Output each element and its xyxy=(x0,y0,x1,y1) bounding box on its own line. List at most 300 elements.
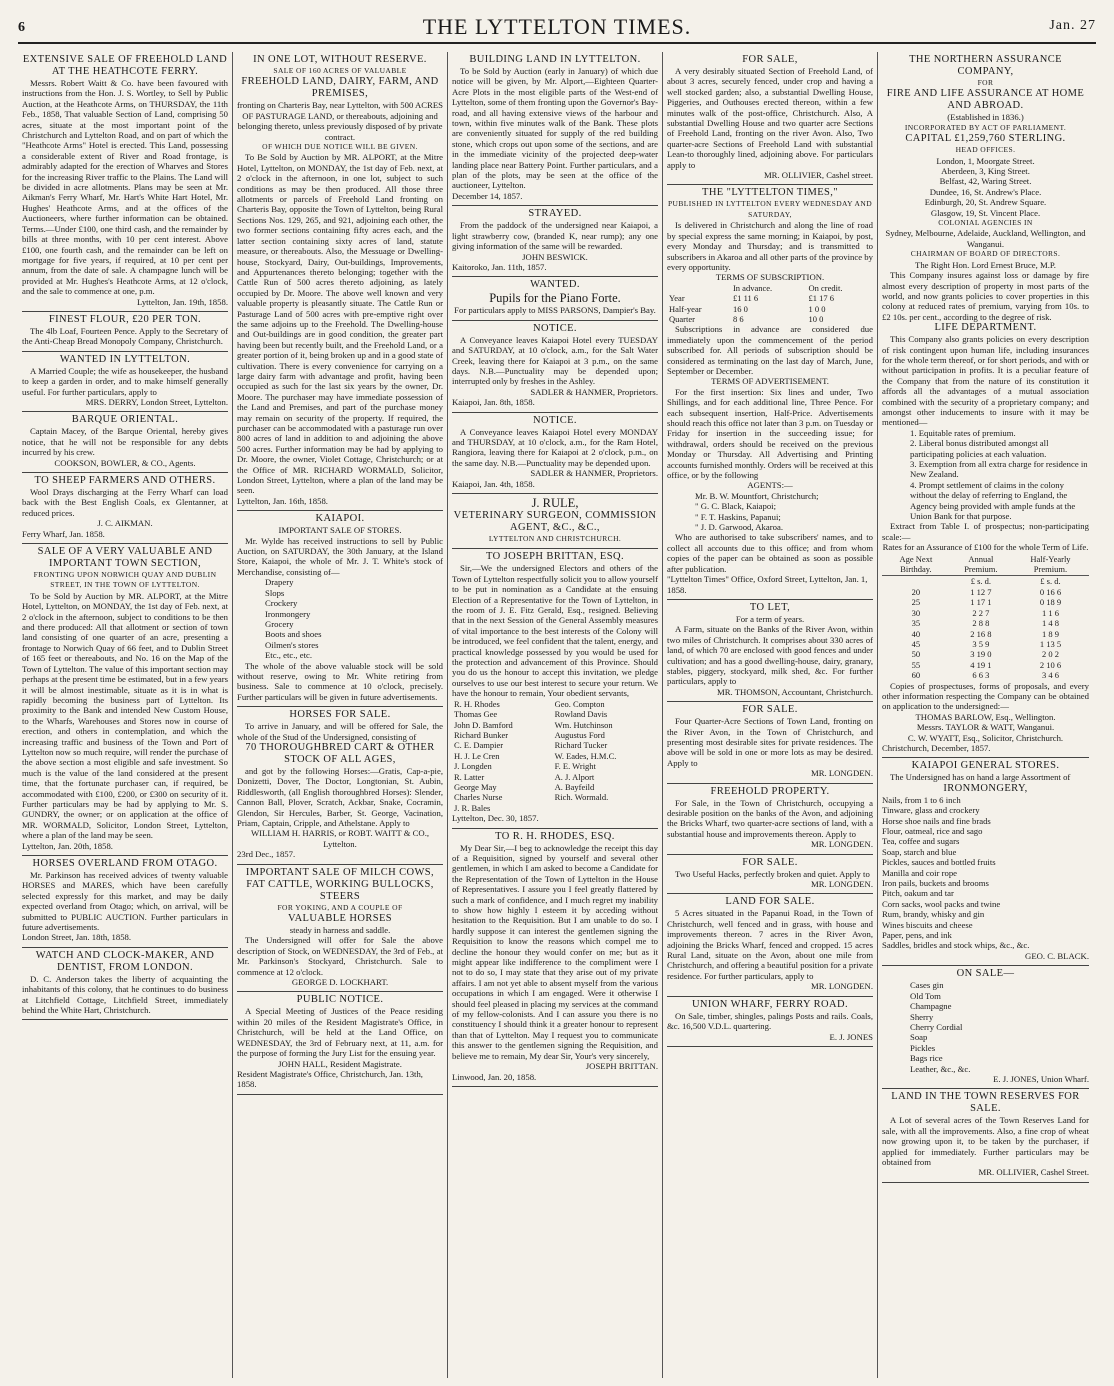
table-row xyxy=(452,772,658,782)
table-row xyxy=(882,597,1089,607)
table-cell: 50 xyxy=(911,649,921,660)
advertisement xyxy=(452,52,658,206)
table-cell: F. E. Wright xyxy=(554,761,596,772)
table-cell: Thomas Gee xyxy=(454,709,498,720)
advertisement xyxy=(237,511,443,707)
table-row xyxy=(452,730,658,740)
ad-date: Resident Magistrate's Office, Christchurch, Jan. 13th, 1858. xyxy=(237,1068,423,1090)
table-cell: J. Longden xyxy=(454,761,492,772)
list-item: Tinware, glass and crockery xyxy=(882,805,980,816)
ad-subheading: Rates for an Assurance of £100 for the whole Term of Life. xyxy=(882,542,1089,553)
advertisement xyxy=(882,52,1089,758)
newspaper-title: THE LYTTELTON TIMES. xyxy=(422,14,692,39)
ad-signature: JOHN HALL, Resident Magistrate. xyxy=(278,1058,402,1069)
table-cell: 2 8 8 xyxy=(972,618,990,629)
ad-signature: MR. LONGDEN. xyxy=(810,981,873,992)
columns xyxy=(18,52,1096,1378)
table-cell xyxy=(667,283,731,293)
table-cell: 6 6 3 xyxy=(972,670,990,681)
ad-heading: TO JOSEPH BRITTAN, ESQ. xyxy=(486,551,624,563)
ad-signature: GEO. C. BLACK. xyxy=(1025,950,1089,961)
ad-heading: TO R. H. RHODES, ESQ. xyxy=(495,830,615,842)
ad-body: and got by the following Horses:—Gratis, Cap-a-pie, Donizetti, Dover, The Doctor, Longtonian, St. Aubin, Riddlesworth, (all English thoroughbred Horses): Slender, Cannon Ball, Plover, Scratch, Ackbar, Snake, Cocramin, Glendon, Sir Hercules, Barber, St. George, Vacination, Priam, Captain, Cripple, and Athelstane. Apply to xyxy=(237,765,443,828)
list-item: Boots and shoes xyxy=(265,629,322,640)
ad-heading: VALUABLE HORSES xyxy=(287,913,393,925)
list-item: Pickles, sauces and bottled fruits xyxy=(882,857,996,868)
table-header: Annual Premium. xyxy=(950,553,1012,576)
table-cell: 40 xyxy=(911,628,921,639)
column-2 xyxy=(233,52,448,1378)
table-cell: 1 4 8 xyxy=(1041,618,1059,629)
table-cell: Richard Tucker xyxy=(554,740,608,751)
ad-signature: "Lyttelton Times" Office, Oxford Street, Lyttelton, Jan. 1, 1858. xyxy=(667,574,868,595)
ad-heading: 70 THOROUGHBRED CART & OTHER STOCK OF ALL AGES, xyxy=(245,741,435,765)
ad-body: Extract from Table I. of prospectus; non-participating scale:— xyxy=(882,521,1089,542)
ad-heading: FIRE AND LIFE ASSURANCE AT HOME AND ABROAD. xyxy=(886,88,1085,112)
list-item: Old Tom xyxy=(910,990,941,1001)
table-row xyxy=(667,283,873,293)
advertisement xyxy=(22,312,228,352)
list-item: Corn sacks, wool packs and twine xyxy=(882,898,1001,909)
ad-heading: VETERINARY SURGEON, COMMISSION AGENT, &C., &C., xyxy=(453,510,657,533)
table-cell: Geo. Compton xyxy=(554,698,605,709)
table-row xyxy=(882,629,1089,639)
table-cell: Rich. Wormald. xyxy=(554,792,609,803)
advertisement xyxy=(452,829,658,1087)
column-3 xyxy=(448,52,663,1378)
ad-heading: AGENTS:— xyxy=(747,480,793,491)
ad-heading: KAIAPOI GENERAL STORES. xyxy=(911,760,1060,772)
ad-heading: TO LET, xyxy=(749,601,791,613)
ad-signature: MR. LONGDEN. xyxy=(810,879,873,890)
table-cell: £ s. d. xyxy=(970,576,992,587)
advertisement xyxy=(667,600,873,702)
ad-heading: IMPORTANT SALE OF STORES. xyxy=(278,525,402,536)
ad-date: Lyttelton, Jan. 20th, 1858. xyxy=(22,840,113,851)
table-cell xyxy=(553,803,658,813)
ad-body: A Farm, situate on the Banks of the River Avon, within two miles of Christchurch. It comprises about 330 acres of land, of which 70 are enclosed with good fences and under cultivation; and has a good dwelling-house, dairy, granary, stables, piggery, stockyard, milk shed, &c. For further particulars, apply to xyxy=(667,624,873,687)
table-cell: Augustus Ford xyxy=(554,729,605,740)
list-item: Crockery xyxy=(265,598,298,609)
table-cell: £1 11 6 xyxy=(732,293,759,304)
table-row xyxy=(667,314,873,324)
column-4 xyxy=(663,52,878,1378)
table-row xyxy=(452,699,658,709)
ad-heading: IMPORTANT SALE OF MILCH COWS, FAT CATTLE, WORKING BULLOCKS, STEERS xyxy=(245,866,435,902)
table-cell: Quarter xyxy=(669,313,695,324)
advertisement xyxy=(667,997,873,1047)
subscription-table xyxy=(667,283,873,325)
list-item: London, 1, Moorgate Street. xyxy=(936,155,1035,166)
advertisement xyxy=(22,544,228,856)
list-item: 3. Exemption from all extra charge for residence in New Zealand. xyxy=(910,459,1088,480)
ad-signature: SADLER & HANMER, Proprietors. xyxy=(530,386,658,397)
table-row xyxy=(667,304,873,314)
table-cell: Wm. Hutchinson xyxy=(554,719,613,730)
ad-heading: ON SALE— xyxy=(956,968,1015,980)
table-row xyxy=(452,709,658,719)
ad-body: This Company also grants policies on every description of risk contingent upon human life, including insurances for the whole term thereof, or for short periods, and with or without participation in profits. It is a peculiar feature of the Company that from the nature of its constitution it affords all the advantages of a mutual association combined with the security of a proprietary company; and amongst other inducements to insure with it may be mentioned— xyxy=(882,334,1089,428)
ad-signature: COOKSON, BOWLER, & CO., Agents. xyxy=(54,457,196,468)
table-cell: C. E. Dampier xyxy=(454,740,504,751)
ad-heading: BARQUE ORIENTAL. xyxy=(71,414,179,426)
ad-date: Lyttelton, Jan. 16th, 1858. xyxy=(237,495,328,506)
advertisement xyxy=(22,948,228,1021)
advertisement xyxy=(237,992,443,1094)
ad-heading: CAPITAL £1,259,760 STERLING. xyxy=(905,133,1066,145)
advertisement xyxy=(237,707,443,864)
ad-heading: FOR SALE. xyxy=(742,856,798,868)
advertisement xyxy=(237,52,443,511)
list-item: Cherry Cordial xyxy=(910,1021,963,1032)
ad-body: A Special Meeting of Justices of the Peace residing within 20 miles of the Resident Magistrate's Office, in Christchurch, will be held at the Land Office, on WEDNESDAY, the 3rd of February next, at 11, a.m. for the purpose of forming the Jury List for the ensuing year. xyxy=(237,1006,443,1059)
ad-heading: WATCH AND CLOCK-MAKER, AND DENTIST, FROM LONDON. xyxy=(35,949,215,973)
ad-heading: TO SHEEP FARMERS AND OTHERS. xyxy=(34,475,216,486)
list-item: Saddles, bridles and stock whips, &c., &c. xyxy=(882,940,1030,951)
ad-body: Subscriptions in advance are considered due immediately upon the commencement of the period subscribed for. All periods of subscription should be considered as terminating on the last day of March, June, September or December. xyxy=(667,324,873,376)
advertisement xyxy=(882,758,1089,966)
ad-date: Kaiapoi, Jan. 8th, 1858. xyxy=(452,397,535,408)
ad-subheading: FRONTING UPON NORWICH QUAY AND DUBLIN STREET, IN THE TOWN OF LYTTELTON. xyxy=(33,570,217,590)
table-header: On credit. xyxy=(808,282,843,293)
ad-heading: NOTICE. xyxy=(533,322,577,334)
ad-subheading: COLONIAL AGENCIES IN xyxy=(938,218,1033,228)
ad-subheading: (Established in 1836.) xyxy=(947,112,1024,123)
list-item: Glasgow, 19, St. Vincent Place. xyxy=(930,207,1041,218)
list-item: Belfast, 42, Waring Street. xyxy=(939,176,1032,187)
ad-body: Mr. Wylde has received instructions to sell by Public Auction, on SATURDAY, the 30th January, at the Island Store, Kaiapoi, the whole of Mr. J. T. White's stock of Merchandise, consisting of— xyxy=(237,535,443,577)
table-cell: 1 8 9 xyxy=(1041,628,1059,639)
ad-body: To arrive in January, and will be offered for Sale, the whole of the Stud of the Undersigned, consisting of xyxy=(237,721,443,742)
column-1 xyxy=(18,52,233,1378)
advertisement xyxy=(667,52,873,185)
ad-signature: WILLIAM H. HARRIS, or ROBT. WAITT & CO., Lyttelton. xyxy=(250,828,430,849)
ad-heading: THE "LYTTELTON TIMES," xyxy=(702,187,838,199)
list-item: Bags rice xyxy=(910,1053,943,1064)
ad-body: 5 Acres situated in the Papanui Road, in the Town of Christchurch, well fenced and in grass, with house and improvements thereon. 7 acres in the River Avon, adjoining the Bricks Wharf, fenced and cropped. 15 acres Rural Land, situate on the Avon, about one mile from Christchurch, and offering a beautiful position for a private residence. For further particulars, apply to xyxy=(667,908,873,981)
list-item: Rum, brandy, whisky and gin xyxy=(882,909,985,920)
ad-subheading: PUBLISHED IN LYTTELTON EVERY WEDNESDAY AND SATURDAY, xyxy=(667,199,873,219)
ad-subheading: SALE OF 160 ACRES OF VALUABLE xyxy=(273,66,407,75)
agent-list xyxy=(882,712,1089,743)
agent-list xyxy=(667,491,873,533)
table-cell: W. Eades, H.M.C. xyxy=(554,750,617,761)
ad-date: Kaiapoi, Jan. 4th, 1858. xyxy=(452,478,535,489)
list-item: Wines biscuits and cheese xyxy=(882,919,973,930)
ad-heading: FINEST FLOUR, £20 PER TON. xyxy=(48,313,202,325)
ad-date: Lyttelton, Jan. 19th, 1858. xyxy=(137,296,228,307)
ad-date: Ferry Wharf, Jan. 1858. xyxy=(22,528,105,539)
advertisement xyxy=(22,473,228,544)
ad-heading: Pupils for the Piano Forte. xyxy=(489,291,621,306)
ad-subheading: INCORPORATED BY ACT OF PARLIAMENT. xyxy=(904,122,1067,132)
advertisement xyxy=(452,549,658,828)
ad-signature: JOSEPH BRITTAN. xyxy=(585,1061,658,1072)
table-row xyxy=(882,618,1089,628)
ad-date: 23rd Dec., 1857. xyxy=(237,849,296,860)
ad-body: D. C. Anderson takes the liberty of acquainting the inhabitants of this colony, that he continues to do business at Litchfield Cottage, Litchfield Street, immediately behind the White Hart, Christchurch. xyxy=(22,973,228,1016)
ad-signature: JOHN BESWICK. xyxy=(522,251,588,262)
ad-signature: J. C. AIKMAN. xyxy=(97,518,153,529)
list-item: Champagne xyxy=(910,1001,952,1012)
table-cell: 0 16 6 xyxy=(1039,586,1062,597)
table-cell: 16 0 xyxy=(732,303,748,314)
table-header: Age Next Birthday. xyxy=(882,553,950,576)
ad-subheading: OF WHICH DUE NOTICE WILL BE GIVEN. xyxy=(262,142,418,152)
ad-body: Is delivered in Christchurch and along the line of road by special express the same morning; in Kaiapoi, by post, every Monday and Thursday; and is transmitted to subscribers in Akaroa and all other parts of the province by every opportunity. xyxy=(667,220,873,272)
list-item: Etc., etc., etc. xyxy=(265,650,313,661)
ad-body: To be Sold by Auction by MR. ALPORT, at the Mitre Hotel, Lyttelton, on MONDAY, the 1st day of Feb. next, at 2 o'clock in the afternoon, subject to conditions to be then and there produced: All that allotment or section of town land consisting of one quarter of an acre, presenting a frontage to Norwich Quay of 66 feet, and to Dublin Street of 165 feet or thereabouts, and No. 16 on the Map of the Town of Lyttelton. The value of this important section may perhaps at the present time be estimated, but in a few years it will be almost inestimable, situate as it is in what is rapidly becoming the business part of Lyttelton. Its proximity to the Bank and intended New Custom House, to the Wharfs, Warehouses and Stores now in course of erection, and others in contemplation, and which the increasing traffic and business of the Town and Port of Lyttelton now so much require, will render the purchase of the above section a most eligible and safe investment. So much is the value of the land considered at the present time, that the fortunate purchaser can, if required, be accommodated with £100, £200, or £300 on security of it. Further particulars may be had by applying to Mr. S. GUNDRY, the owner; or on application at the office of MR. WORMALD, Solicitor, London Street, Lyttelton, where a plan of the land may be seen. xyxy=(22,590,228,841)
table-cell: George May xyxy=(454,781,497,792)
ad-heading: FREEHOLD PROPERTY. xyxy=(710,785,830,797)
ad-date: Linwood, Jan. 20, 1858. xyxy=(452,1071,537,1082)
table-cell: 25 xyxy=(911,597,921,608)
ad-signature: E. J. JONES, Union Wharf. xyxy=(993,1073,1089,1084)
ad-subheading: CHAIRMAN OF BOARD OF DIRECTORS. xyxy=(910,249,1061,259)
table-row xyxy=(667,293,873,303)
table-cell: J. R. Bales xyxy=(454,802,491,813)
list-item: Ironmongery xyxy=(265,608,311,619)
advertisement xyxy=(452,321,658,413)
ad-heading: PUBLIC NOTICE. xyxy=(296,994,384,1006)
advertisement xyxy=(22,856,228,948)
ad-body: The Undersigned will offer for Sale the above description of Stock, on WEDNESDAY, the 3rd of Feb., at Mr. Parkinson's Stockyard, Christchurch. Sale to commence at 12 o'clock. xyxy=(237,935,443,977)
list-item: " J. D. Garwood, Akaroa. xyxy=(695,522,783,533)
table-row xyxy=(452,720,658,730)
table-cell: 55 xyxy=(911,659,921,670)
table-cell: 30 xyxy=(911,607,921,618)
list-item: Pickles xyxy=(910,1042,936,1053)
advertisement xyxy=(22,52,228,312)
ad-body: Two Useful Hacks, perfectly broken and quiet. Apply to xyxy=(675,868,870,879)
list-item: Grocery xyxy=(265,618,294,629)
ad-signature: E. J. JONES xyxy=(829,1031,873,1042)
table-cell: 8 6 xyxy=(732,313,744,324)
ad-heading: BUILDING LAND IN LYTTELTON. xyxy=(469,54,641,65)
list-item: 1. Equitable rates of premium. xyxy=(910,427,1016,438)
ad-body: A Conveyance leaves Kaiapoi Hotel every TUESDAY and SATURDAY, at 10 o'clock, a.m., for the Salt Water Creek, leaving there for Kaiapoi at 3 p.m., on the same days. N.B.—Punctuality may be depended upon; interrupted only by freshes in the Ashley. xyxy=(452,334,658,387)
ad-heading: LAND IN THE TOWN RESERVES FOR SALE. xyxy=(891,1091,1080,1115)
signatories-table xyxy=(452,699,658,813)
table-cell: Rowland Davis xyxy=(554,709,608,720)
table-cell: 60 xyxy=(911,670,921,681)
ad-heading: IRONMONGERY, xyxy=(943,782,1028,794)
table-header: In advance. xyxy=(732,282,773,293)
ad-body: On Sale, timber, shingles, palings Posts and rails. Coals, &c. 16,500 V.D.L. quartering. xyxy=(667,1010,873,1032)
ad-body: This Company insures against loss or damage by fire almost every description of property in most parts of the world, and now grants policies to cover properties in this colony at reduced rates of premium, varying from 10s. to £2 10s. per cent., according to the degree of risk. xyxy=(882,270,1089,322)
advertisement xyxy=(667,855,873,895)
ad-body: The whole of the above valuable stock will be sold without reserve, owing to Mr. White retiring from business. Sale to commence at 10 o'clock, precisely. Further particulars will be given in future advertisements. xyxy=(237,660,443,702)
ad-signature: MR. LONGDEN. xyxy=(810,839,873,850)
points-list xyxy=(882,428,1089,522)
ad-heading: FOR SALE, xyxy=(742,54,798,65)
list-item: Oilmen's stores xyxy=(265,639,319,650)
masthead xyxy=(18,12,1096,44)
ad-body: Mr. Parkinson has received advices of twenty valuable HORSES and MARES, which have been carefully selected expressly for this market, and may be daily expected overland from Otago; which, on arrival, will be submitted to PUBLIC AUCTION. Further particulars in future advertisements. xyxy=(22,870,228,933)
ad-body: Four Quarter-Acre Sections of Town Land, fronting on the River Avon, in the Town of Christchurch, and presenting most desirable sites for private residences. The above will be sold in one or more lots as may be desired. Apply to xyxy=(667,716,873,768)
ad-heading: UNION WHARF, FERRY ROAD. xyxy=(691,998,849,1010)
ad-heading: HORSES FOR SALE. xyxy=(289,709,391,721)
ad-date: December 14, 1857. xyxy=(452,190,523,201)
ad-body: The 4lb Loaf, Fourteen Pence. Apply to the Secretary of the Anti-Cheap Bread Monopoly Company, Christchurch. xyxy=(22,325,228,347)
list-item: Flour, oatmeal, rice and sago xyxy=(882,826,983,836)
list-item: Iron pails, buckets and brooms xyxy=(882,878,989,889)
ad-signature: GEORGE D. LOCKHART. xyxy=(291,977,389,988)
table-cell: 4 19 1 xyxy=(970,659,992,670)
advertisement xyxy=(22,352,228,413)
ad-subheading: FOR YOKING, AND A COUPLE OF xyxy=(277,902,403,912)
ad-body: A Lot of several acres of the Town Reserves Land for sale, with all the improvements. Also, a fine crop of wheat now growing upon it, to be taken by the purchaser, if applied for immediately. Further particulars may be obtained from xyxy=(882,1115,1089,1167)
table-cell: 3 4 6 xyxy=(1041,670,1059,681)
table-row xyxy=(452,792,658,802)
ad-body: For Sale, in the Town of Christchurch, occupying a desirable position on the banks of the Avon, and adjoining the Bricks Wharf, two quarter-acre sections of land, with a substantial house and improvements thereon. Apply to xyxy=(667,797,873,839)
list-item: Dundee, 16, St. Andrew's Place. xyxy=(929,186,1042,197)
ad-subheading: For a term of years. xyxy=(735,613,805,624)
ad-body: From the paddock of the undersigned near Kaiapoi, a light strawberry cow, (branded K, near rump); any one giving information of the same will be rewarded. xyxy=(452,220,658,252)
advertisement xyxy=(882,1089,1089,1182)
ad-signature: MRS. DERRY, London Street, Lyttelton. xyxy=(85,396,228,407)
list-item: Pitch, oakum and tar xyxy=(882,888,954,899)
table-row xyxy=(882,587,1089,597)
ad-body: Captain Macey, of the Barque Oriental, hereby gives notice, that he will not be responsible for any debts incurred by his crew. xyxy=(22,426,228,458)
table-row xyxy=(452,751,658,761)
table-header: Half-Yearly Premium. xyxy=(1012,553,1089,576)
ad-heading: FREEHOLD LAND, DAIRY, FARM, AND PREMISES, xyxy=(241,76,439,100)
table-cell: R. Latter xyxy=(454,771,485,782)
table-row xyxy=(452,740,658,750)
ad-heading: LAND FOR SALE. xyxy=(725,896,815,908)
table-row xyxy=(452,761,658,771)
item-list xyxy=(882,795,1089,951)
table-cell: A. J. Alport xyxy=(554,771,595,782)
ad-body: For particulars apply to MISS PARSONS, Dampier's Bay. xyxy=(454,305,656,316)
list-item: Horse shoe nails and fine brads xyxy=(882,815,991,826)
ad-date: Lyttelton, Dec. 30, 1857. xyxy=(452,813,539,824)
ad-heading: WANTED. xyxy=(530,279,580,291)
ad-body: A very desirably situated Section of Freehold Land, of about 3 acres, securely fenced, under crop and having a well stocked garden; also, a substantial Dwelling House, Piggeries, and Outhouses erected thereon, within a few minutes walk of the post-office, Christchurch. Also, A substantial Dwelling House and two quarter acre Sections of Freehold Land, fronting on the river Avon. Also, Two quarter-acre Sections of Freehold Land with substantial Lean-to thoroughly lined, adjoining above. For particulars apply to xyxy=(667,66,873,170)
ad-signature: MR. THOMSON, Accountant, Christchurch. xyxy=(717,686,873,697)
list-item: Aberdeen, 3, King Street. xyxy=(941,166,1030,177)
table-cell: 1 17 1 xyxy=(970,597,992,608)
list-item: Sherry xyxy=(910,1011,934,1022)
ad-subheading: fronting on Charteris Bay, near Lyttelton, with 500 ACRES OF PASTURAGE LAND, or thereabouts, adjoining and belonging thereto, unless previously disposed of by private contract. xyxy=(237,100,443,142)
list-item: Mr. B. W. Mountfort, Christchurch; xyxy=(695,490,819,501)
table-cell: 2 16 8 xyxy=(970,628,992,639)
table-cell: 2 10 6 xyxy=(1039,659,1062,670)
premium-table xyxy=(882,553,1089,681)
list-item: Nails, from 1 to 6 inch xyxy=(882,794,961,805)
ad-body: A Conveyance leaves Kaiapoi Hotel every MONDAY and THURSDAY, at 10 o'clock, a.m., for the Ram Hotel, Rangiora, leaving there for Kaiapoi at 2 o'clock, p.m., on the same day. N.B.—Punctuality may be depended upon. xyxy=(452,426,658,468)
list-item: 2. Liberal bonus distributed amongst all participating policies at each valuation. xyxy=(910,438,1049,459)
table-cell: 35 xyxy=(911,618,921,629)
list-item: " G. C. Black, Kaiapoi; xyxy=(695,501,776,512)
list-item: Leather, &c., &c. xyxy=(910,1063,971,1074)
ad-heading: TERMS OF ADVERTISEMENT. xyxy=(711,376,829,387)
ad-subheading: LYTTELTON AND CHRISTCHURCH. xyxy=(488,534,622,543)
table-row xyxy=(882,670,1089,680)
table-cell: R. H. Rhodes xyxy=(454,698,500,709)
ad-body: For the first insertion: Six lines and under, Two Shillings, and for each additional line, Three Pence. For each subsequent insertion, Half-Price. Advertisements should reach this office not later than 3 p.m. on Tuesday or Friday for insertion in the succeeding issue; for withdrawal, orders should be received on the previous Monday or Thursday. All Advertising and Printing accounts furnished monthly. Orders will be received at this office, or by the following xyxy=(667,386,873,481)
list-item: Tea, coffee and sugars xyxy=(882,836,960,847)
ad-signature: MR. OLLIVIER, Cashel street. xyxy=(763,170,873,181)
ad-date: London Street, Jan. 18th, 1858. xyxy=(22,932,132,943)
table-cell: £1 17 6 xyxy=(808,293,834,304)
ad-body: To Be Sold by Auction by MR. ALPORT, at the Mitre Hotel, Lyttelton, on MONDAY, the 1st day of Feb. next, at 2 o'clock in the afternoon, in one lot, subject to such conditions as may be then produced. All those three allotments or parcels of Freehold Land fronting on Charteris Bay, opposite the Town of Lyttelton, being Rural Sections Nos. 129, 265, and 921, adjoining each other, the two former sections containing fifty acres each, and the latter section containing sixty acres of land, statute measure, or thereabouts. Also, the Messuage or Dwelling-house, Stockyard, Dairy, Out-buildings, Improvements, and Appurtenances thereto belonging; together with the Cattle Run of 500 acres thereto adjoining, as lately occupied by Dr. Moore. The above well known and very valuable property is pleasantly situate. The Cattle Run or Pasturage Land of 500 acres with pre-emptive right over the same adjoins up to the Freehold. The Dwelling-house and Out-buildings are in good condition, the greater part having been but recently built, and the Freehold Land, or a greater portion of it, being broken up and in a good state of cultivation. There is every convenience for carrying on a large dairy farm with advantage and profit, having been occupied as such for the last six years by the owner, Dr. Moore. The purchaser may have immediate possession of the Land and Premises, and part of the purchase money may remain on security of the property. If required, the purchaser can be accommodated with a pasturage run over 800 acres of land in addition to and adjoining the above 500 acres. Further information may be had by applying to Dr. Moore, the owner, Violet Cottage, Christchurch; or at the Office of MR. RICHARD WORMALD, Solicitor, London Street, Lyttelton, where a plan of the land may be seen. xyxy=(237,152,443,496)
table-cell: Richard Bunker xyxy=(454,729,509,740)
ad-heading: IN ONE LOT, WITHOUT RESERVE. xyxy=(253,54,427,65)
item-list xyxy=(237,577,443,660)
ad-heading: TERMS OF SUBSCRIPTION. xyxy=(715,272,825,283)
advertisement xyxy=(237,865,443,993)
ad-body: The Undersigned has on hand a large Assortment of xyxy=(890,772,1071,783)
column-5 xyxy=(878,52,1093,1378)
ad-signature: MR. OLLIVIER, Cashel Street. xyxy=(978,1167,1089,1178)
ad-date: Kaitoroko, Jan. 11th, 1857. xyxy=(452,261,547,272)
list-item: Drapery xyxy=(265,577,294,588)
table-row xyxy=(452,782,658,792)
table-row xyxy=(452,803,658,813)
list-item: THOMAS BARLOW, Esq., Wellington. xyxy=(915,711,1056,722)
advertisement xyxy=(452,277,658,320)
list-item: Soap, starch and blue xyxy=(882,846,957,857)
ad-body: Wool Drays discharging at the Ferry Wharf can load back with the Best English Coals, ex Glentanner, at reduced prices. xyxy=(22,487,228,518)
ad-body: Sydney, Melbourne, Adelaide, Auckland, Wellington, and Wanganui. xyxy=(885,228,1086,249)
page-number: 6 xyxy=(18,20,25,35)
ad-body: A Married Couple; the wife as housekeeper, the husband to keep a garden in order, and to make himself generally useful. For further particulars, apply to xyxy=(22,365,228,397)
list-item: Edinburgh, 20, St. Andrew Square. xyxy=(924,197,1047,208)
table-cell: Year xyxy=(669,293,685,304)
ad-signature: MR. LONGDEN. xyxy=(810,768,873,779)
advertisement xyxy=(452,413,658,494)
list-item: Soap xyxy=(910,1032,928,1043)
ad-date: Christchurch, December, 1857. xyxy=(882,742,991,753)
ad-subheading: HEAD OFFICES. xyxy=(955,145,1016,155)
ad-heading: KAIAPOI. xyxy=(315,513,365,525)
advertisement xyxy=(882,966,1089,1089)
ad-heading: HORSES OVERLAND FROM OTAGO. xyxy=(32,858,218,869)
table-cell: 1 1 6 xyxy=(1041,607,1059,618)
table-cell: 3 19 0 xyxy=(970,649,992,660)
table-cell: A. Bayfeild xyxy=(554,781,595,792)
ad-subheading: FOR xyxy=(977,78,994,87)
ad-heading: EXTENSIVE SALE OF FREEHOLD LAND AT THE HEATHCOTE FERRY. xyxy=(22,54,228,77)
ad-heading: STRAYED. xyxy=(528,208,582,220)
table-cell xyxy=(882,576,950,587)
table-row xyxy=(882,660,1089,670)
table-row xyxy=(882,649,1089,659)
list-item: C. W. WYATT, Esq., Solicitor, Christchurch. xyxy=(907,732,1064,743)
advertisement xyxy=(452,494,658,549)
table-cell: Half-year xyxy=(669,303,702,314)
table-row xyxy=(882,553,1089,576)
ad-signature: SADLER & HANMER, Proprietors. xyxy=(530,468,658,479)
ad-heading: NOTICE. xyxy=(533,414,577,426)
list-item: Manilla and coir rope xyxy=(882,867,958,878)
ad-heading: LIFE DEPARTMENT. xyxy=(934,322,1037,334)
table-cell: Charles Nurse xyxy=(454,792,503,803)
advertisement xyxy=(667,784,873,855)
ad-body: Sir,—We the undersigned Electors and others of the Town of Lyttelton respectfully solicit you to allow yourself to be put in nomination as a Candidate at the ensuing Election of a Representative for the Town of Lyttelton, in the room of J. E. Fitz Gerald, Esq., resigned. Believing that in the next Session of the General Assembly measures of vital importance to the best interests of the Colony will be introduced, we feel confident that the talent, energy, and practical knowledge possessed by you would be used for the protection and advancement of this Province. Should you do us the honour to accept this invitation, we pledge ourselves to use our best interest to secure your return. We have the honour to remain, Your obedient servants, xyxy=(452,563,658,699)
table-cell: 1 13 5 xyxy=(1039,638,1062,649)
ad-heading: WANTED IN LYTTELTON. xyxy=(59,353,191,365)
table-row xyxy=(882,608,1089,618)
advertisement xyxy=(452,206,658,277)
list-item: 4. Prompt settlement of claims in the colony without the delay of referring to England, the Agency being provided with ample funds at the Union Bank for that purpose. xyxy=(910,479,1076,522)
item-list xyxy=(882,980,1089,1074)
list-item: Messrs. TAYLOR & WATT, Wanganui. xyxy=(916,722,1055,733)
ad-body: My Dear Sir,—I beg to acknowledge the receipt this day of a Requisition, signed by yourself and several other gentlemen, in which I am asked to become a Candidate for the Representation of the Town of Lyttelton in the House of Representatives. I assure you I feel greatly flattered by such a mark of confidence, and I much regret my inability to show how highly I esteem it by acceding without hesitation to the Requisition. But I am unable to do so. I hardly suppose it can interest the gentlemen signing the Requisition to know the reasons which compel me to decline the honour they would confer on me; but as it might appear like indifference to the compliment were I not to do so, I may state that they arise out of my private affairs. I am not yet able to absent myself from the various occupations in which I am engaged. Were it otherwise I should feel pleased in placing my services at the command of my fellow-colonists. And I can assure you there is no constituency I should think it a greater honour to represent than that of Lyttelton. May I request you to communicate this answer to the gentlemen signing the Requisition, and believe me to remain, My dear Sir, Your's very sincerely, xyxy=(452,842,658,1061)
list-item: " F. T. Haskins, Papanui; xyxy=(695,511,781,522)
